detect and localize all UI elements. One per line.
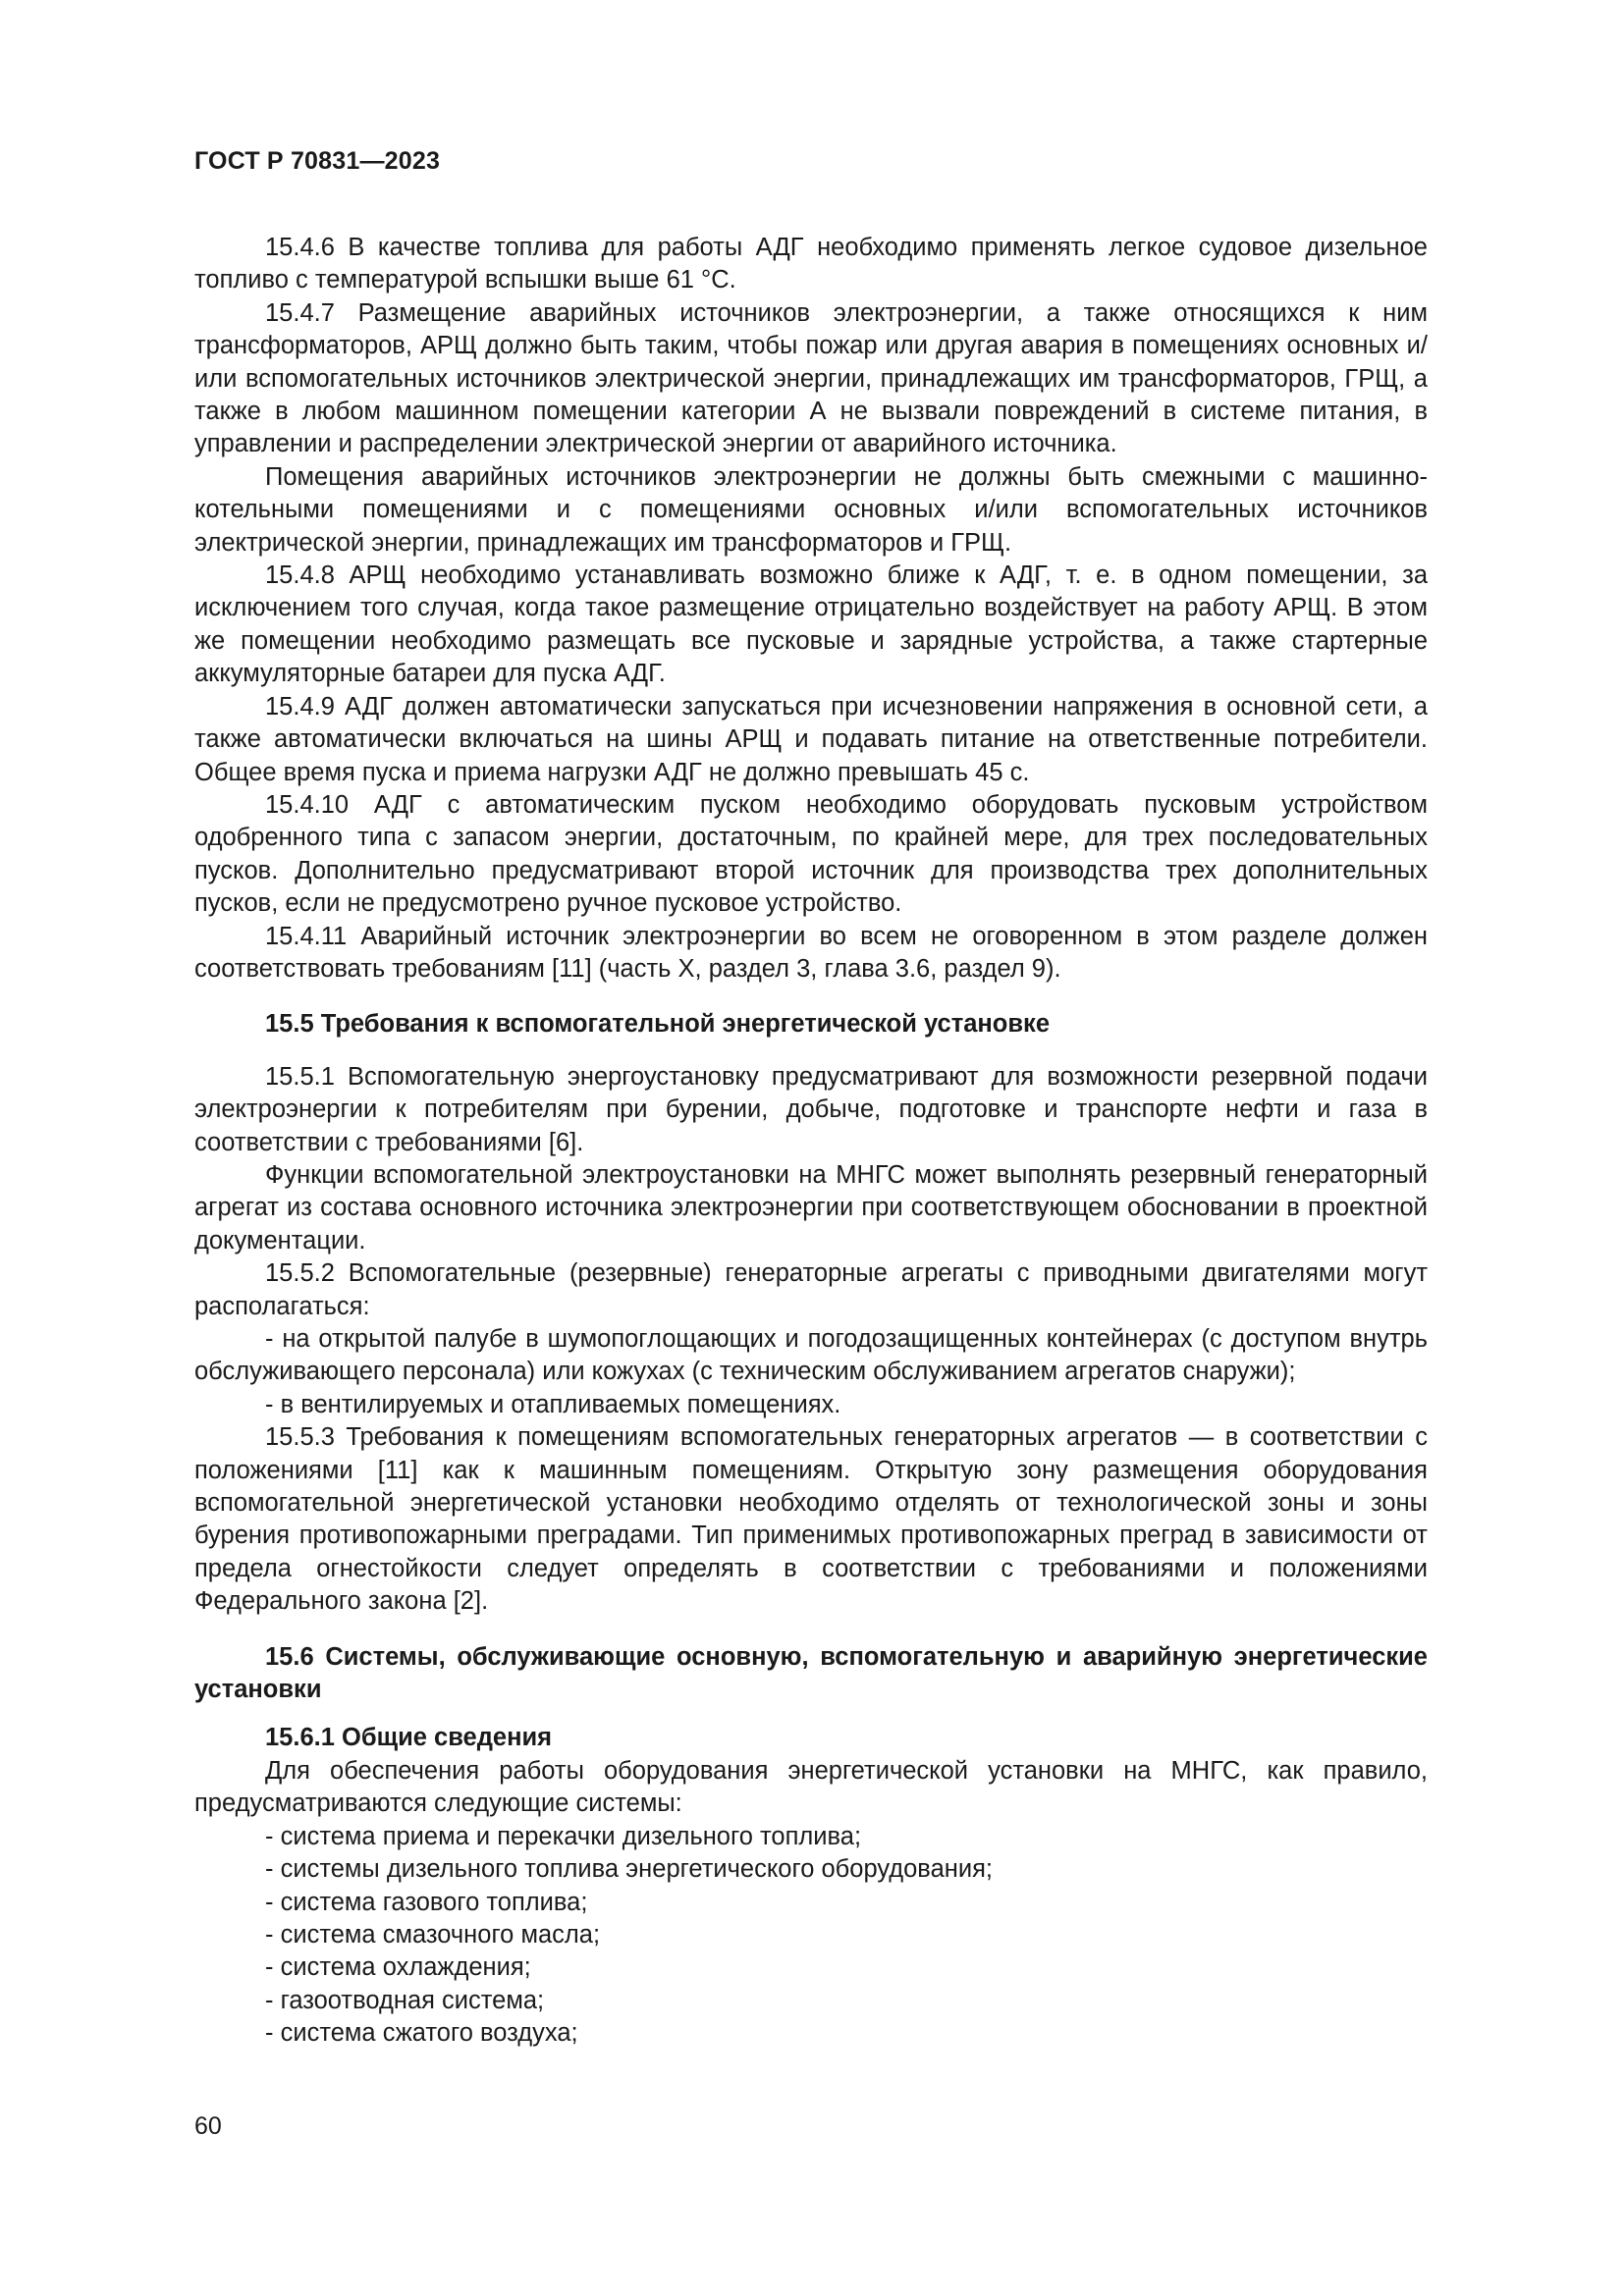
page-number: 60 bbox=[194, 2112, 222, 2140]
list-item: - система сжатого воздуха; bbox=[265, 2019, 578, 2048]
paragraph-15-6-1-intro: Для обеспечения работы оборудования энергетической установки на МНГС, как правило, предусматриваются следующие системы: bbox=[194, 1756, 1428, 1818]
paragraph-15-4-7-cont: Помещения аварийных источников электроэнергии не должны быть смежными с машинно-котельными помещениями и с помещениями основных и/или вспомогательных источников электрической энергии, принадлежащих им трансформаторов и ГРЩ. bbox=[194, 462, 1428, 557]
section-15-6-title: 15.6 Системы, обслуживающие основную, вспомогательную и аварийную энергетические установки bbox=[194, 1642, 1428, 1704]
list-item: - система охлаждения; bbox=[265, 1953, 531, 1982]
list-item: - система смазочного масла; bbox=[265, 1920, 601, 1949]
standard-header: ГОСТ Р 70831—2023 bbox=[194, 147, 441, 175]
paragraph-15-5-2: 15.5.2 Вспомогательные (резервные) генераторные агрегаты с приводными двигателями могут располагаться: bbox=[194, 1259, 1428, 1320]
subsection-15-6-1-title: 15.6.1 Общие сведения bbox=[265, 1724, 553, 1752]
paragraph-15-4-10: 15.4.10 АДГ с автоматическим пуском необходимо оборудовать пусковым устройством одобренного типа с запасом энергии, достаточным, по крайней мере, для трех последовательных пусков. Дополнительно предусматривают второй источник для производства трех дополнительных пусков, если не предусмотрено ручное пусковое устройство. bbox=[194, 790, 1428, 918]
paragraph-15-4-6: 15.4.6 В качестве топлива для работы АДГ необходимо применять легкое судовое дизельное топливо с температурой вспышки выше 61 °С. bbox=[194, 234, 1428, 294]
list-item-ventilated-rooms: - в вентилируемых и отапливаемых помещениях. bbox=[265, 1390, 841, 1418]
paragraph-15-4-9: 15.4.9 АДГ должен автоматически запускаться при исчезновении напряжения в основной сети, а также автоматически включаться на шины АРЩ и подавать питание на ответственные потребители. Общее время пуска и приема нагрузки АДГ не должно превышать 45 с. bbox=[194, 692, 1428, 786]
list-item-open-deck: - на открытой палубе в шумопоглощающих и погодозащищенных контейнерах (с доступом внутрь обслуживающего персонала) или кожухах (с техническим обслуживанием агрегатов снаружи); bbox=[194, 1325, 1428, 1386]
paragraph-15-4-7: 15.4.7 Размещение аварийных источников электроэнергии, а также относящихся к ним трансформаторов, АРЩ должно быть таким, чтобы пожар или другая авария в помещениях основных и/или вспомогательных источников электрической энергии, принадлежащих им трансформаторов, ГРЩ, а также в любом машинном помещении категории А не вызвали повреждений в системе питания, в управлении и распределении электрической энергии от аварийного источника. bbox=[194, 298, 1428, 458]
list-item: - система приема и перекачки дизельного топлива; bbox=[265, 1822, 862, 1850]
section-15-5-title: 15.5 Требования к вспомогательной энергетической установке bbox=[265, 1010, 1051, 1039]
paragraph-15-4-11: 15.4.11 Аварийный источник электроэнергии во всем не оговоренном в этом разделе должен соответствовать требованиям [11] (часть X, раздел 3, глава 3.6, раздел 9). bbox=[194, 922, 1428, 983]
systems-list bbox=[194, 1821, 1428, 2051]
paragraph-15-4-8: 15.4.8 АРЩ необходимо устанавливать возможно ближе к АДГ, т. е. в одном помещении, за исключением того случая, когда такое размещение отрицательно воздействует на работу АРЩ. В этом же помещении необходимо размещать все пусковые и зарядные устройства, а также стартерные аккумуляторные батареи для пуска АДГ. bbox=[194, 561, 1428, 688]
paragraph-15-5-1-cont: Функции вспомогательной электроустановки на МНГС может выполнять резервный генераторный агрегат из состава основного источника электроэнергии при соответствующем обосновании в проектной документации. bbox=[194, 1160, 1428, 1255]
document-body bbox=[194, 232, 1428, 2051]
document-page bbox=[194, 147, 1428, 2051]
paragraph-15-5-1: 15.5.1 Вспомогательную энергоустановку предусматривают для возможности резервной подачи электроэнергии к потребителям при бурении, добыче, подготовке и транспорте нефти и газа в соответствии с требованиями [6]. bbox=[194, 1062, 1428, 1156]
list-item: - газоотводная система; bbox=[265, 1986, 545, 2014]
list-item: - системы дизельного топлива энергетического оборудования; bbox=[265, 1855, 993, 1884]
list-item: - система газового топлива; bbox=[265, 1888, 588, 1916]
paragraph-15-5-3: 15.5.3 Требования к помещениям вспомогательных генераторных агрегатов — в соответствии с положениями [11] как к машинным помещениям. Открытую зону размещения оборудования вспомогательной энергетической установки необходимо отделять от технологической зоны и зоны бурения противопожарными преградами. Тип применимых противопожарных преград в зависимости от предела огнестойкости следует определять в соответствии с требованиями и положениями Федерального закона [2]. bbox=[194, 1423, 1428, 1616]
